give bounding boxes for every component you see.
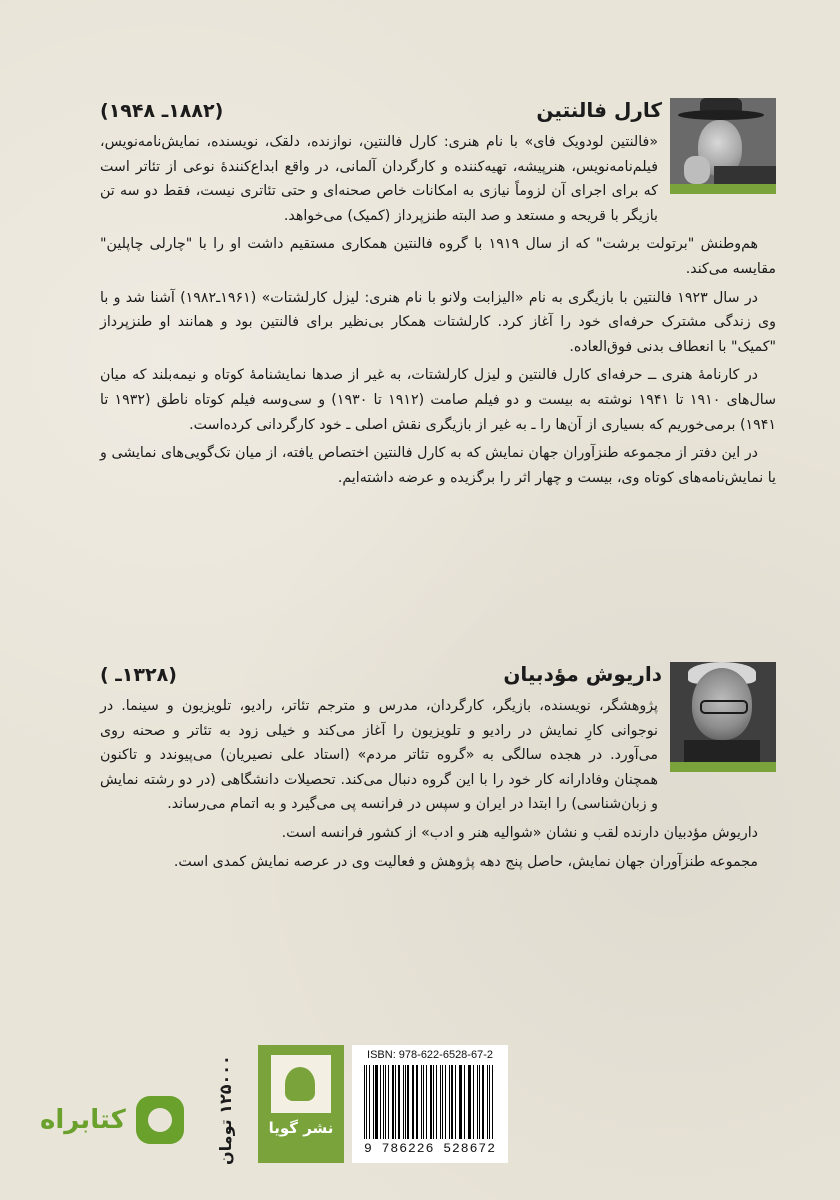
author-section-moaddabian [100,662,776,878]
barcode-bar [489,1065,490,1139]
author-photo-frame [670,662,776,774]
barcode-bar [479,1065,480,1139]
barcode-bar [460,1065,461,1139]
barcode-bar [421,1065,422,1139]
barcode-bar [451,1065,453,1139]
bio-paragraph: «فالنتین لودویک فای» با نام هنری: کارل فالنتین، نوازنده، دلقک، نویسنده، نمایش‌نامه‌نویس، فیلم‌نامه‌نویس، هنرپیشه، تهیه‌کننده و کارگردان آلمانی، در واقع ابداع‌کنندهٔ نوعی از تئاتر است که برای اجرای آن لزوماً نیازی به امکانات خاص صحنه‌ای و حتی تئاتری نیست، فقط دو سه تن بازیگر با قریحه و مستعد و صد البته طنزپرداز (کمیک) می‌خواهد. [100,134,658,224]
barcode-bar [395,1065,396,1139]
author-bio-continued [100,821,776,874]
author-section-valentin [100,98,776,494]
author-photo [670,662,776,762]
isbn-barcode-box [352,1045,508,1163]
barcode-bar [364,1065,365,1139]
barcode-bar [403,1065,404,1139]
barcode-bar [385,1065,386,1139]
barcode-bar [436,1065,437,1139]
barcode-bar [398,1065,400,1139]
bio-paragraph: پژوهشگر، نویسنده، بازیگر، کارگردان، مدرس و مترجم تئاتر، رادیو، تلویزیون و سینما. در نوجوانی کارِ نمایش در رادیو و تلویزیون را آغاز می‌کند و خیلی زود به تئاتر و صحنه روی می‌آورد. در هجده سالگی به «گروه تئاتر مردم» (استاد علی نصیریان) می‌پیوندد و تاکنون همچنان وفادارانه کار خود را با این گروه دنبال می‌کند. تحصیلات دانشگاهی (در دو رشته نمایش و زبان‌شناسی) را ابتدا در ایران و سپس در فرانسه پی می‌گیرد و به اتمام می‌رساند. [100,698,658,813]
author-bio-continued [100,232,776,490]
barcode-bar [455,1065,456,1139]
barcode-bar [392,1065,393,1139]
ketabrah-icon [136,1096,184,1144]
barcode-bar [413,1065,414,1139]
barcode [364,1065,496,1139]
publisher-logo-icon [271,1055,331,1113]
barcode-bar [445,1065,446,1139]
barcode-bar [430,1065,432,1139]
barcode-bar [449,1065,450,1139]
barcode-number: 9 786226 528672 [363,1141,497,1156]
publisher-name: نشر گویا [268,1119,334,1137]
barcode-bar [412,1065,413,1139]
barcode-bar [407,1065,408,1139]
barcode-bar [492,1065,493,1139]
isbn-label: ISBN: 978-622-6528-67-2 [367,1049,493,1061]
barcode-bar [440,1065,441,1139]
author-bio [100,694,658,817]
author-title [100,662,662,686]
barcode-bar [482,1065,484,1139]
barcode-bar [405,1065,406,1139]
barcode-bar [380,1065,381,1139]
barcode-bar [416,1065,417,1139]
barcode-bar [469,1065,470,1139]
ketabrah-logo [40,1096,184,1144]
barcode-bar [373,1065,374,1139]
bio-paragraph: مجموعه طنزآوران جهان نمایش، حاصل پنج دهه پژوهش و فعالیت وی در عرصه نمایش کمدی است. [173,853,758,870]
barcode-bar [388,1065,389,1139]
author-years: (۱۳۲۸ـ ) [100,664,177,686]
author-bio [100,130,658,228]
logo-text: کتابراه [40,1105,126,1135]
barcode-bar [423,1065,424,1139]
photo-accent-strip [670,184,776,194]
barcode-bar [473,1065,474,1139]
author-photo-frame [670,98,776,194]
barcode-bar [477,1065,478,1139]
author-photo [670,98,776,184]
bio-paragraph: در سال ۱۹۲۳ فالنتین با بازیگری به نام «الیزابت ولانو با نام هنری: لیزل کارلشتات» (۱۹۶۱ـ۱۹۸۲) آشنا شد و با وی زندگی مشترک حرفه‌ای خود را آغاز کرد. کارلشتات همکار بی‌نظیر برای فالنتین بود و همانند او طنزپرداز "کمیک" با انعطاف بدنی فوق‌العاده. [100,289,776,355]
author-name: کارل فالنتین [536,98,662,122]
barcode-bar [487,1065,488,1139]
publisher-badge [258,1045,344,1163]
author-name: داریوش مؤدبیان [503,662,662,686]
price-label: ۱۲۵۰۰۰ تومان [216,1055,235,1165]
barcode-bar [375,1065,377,1139]
barcode-bar [369,1065,370,1139]
bio-paragraph: در کارنامهٔ هنری ــ حرفه‌ای کارل فالنتین و لیزل کارلشتات، به غیر از صدها نمایشنامهٔ کوتاه و نیمه‌بلند که میان سال‌های ۱۹۱۰ تا ۱۹۴۱ نوشته به بیست و دو فیلم صامت (۱۹۱۲ تا ۱۹۳۰) و سی‌وسه فیلم کوتاه ناطق (۱۹۳۲ تا ۱۹۴۱) برمی‌خوریم که بسیاری از آن‌ها را ـ به غیر از بازیگری نقش اصلی ـ خود کارگردانی کرده‌است. [100,367,776,433]
barcode-bar [459,1065,460,1139]
bio-paragraph: در این دفتر از مجموعه طنزآوران جهان نمایش که به کارل فالنتین اختصاص یافته، از میان تک‌گویی‌های نمایشی و یا نمایش‌نامه‌های کوتاه وی، بیست و چهار اثر را برگزیده و عرضه داشته‌ایم. [100,445,776,486]
bio-paragraph: هم‌وطنش "برتولت برشت" که از سال ۱۹۱۹ با گروه فالنتین همکاری مستقیم داشت او را با "چارلی چاپلین" مقایسه می‌کند. [100,236,776,277]
barcode-bar [426,1065,427,1139]
photo-accent-strip [670,762,776,772]
author-title [100,98,662,122]
barcode-bar [468,1065,469,1139]
barcode-bar [442,1065,443,1139]
barcode-bar [433,1065,434,1139]
barcode-bar [366,1065,367,1139]
bio-paragraph: داریوش مؤدبیان دارنده لقب و نشان «شوالیه هنر و ادب» از کشور فرانسه است. [281,824,758,841]
barcode-bar [464,1065,465,1139]
barcode-bar [383,1065,384,1139]
author-years: (۱۸۸۲ـ ۱۹۴۸) [100,100,224,122]
